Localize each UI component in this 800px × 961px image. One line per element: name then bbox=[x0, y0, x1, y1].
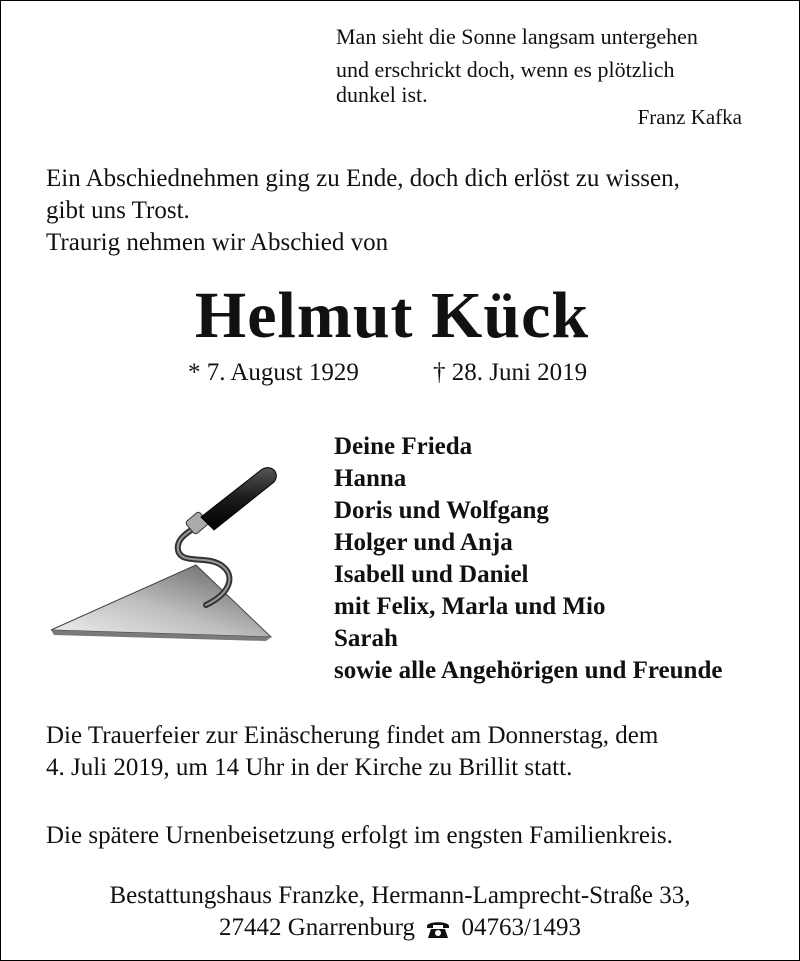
intro-line-2: gibt uns Trost. bbox=[46, 197, 190, 224]
service-line-1: Die Trauerfeier zur Einäscherung findet am Donnerstag, dem bbox=[46, 722, 659, 749]
family-list bbox=[334, 431, 722, 687]
service-line-2: 4. Juli 2019, um 14 Uhr in der Kirche zu Brillit statt. bbox=[46, 754, 573, 781]
intro-line-3: Traurig nehmen wir Abschied von bbox=[46, 229, 389, 256]
birth-date: * 7. August 1929 bbox=[188, 359, 359, 386]
deceased-name: Helmut Kück bbox=[194, 279, 590, 352]
quote-author: Franz Kafka bbox=[637, 105, 742, 129]
quote-line-3: dunkel ist. bbox=[336, 82, 428, 107]
family-line: Hanna bbox=[334, 465, 407, 492]
family-line: Sarah bbox=[334, 625, 398, 652]
family-line: sowie alle Angehörigen und Freunde bbox=[334, 657, 723, 684]
funeral-home-line-1: Bestattungshaus Franzke, Hermann-Lamprecht-Straße 33, bbox=[109, 882, 691, 909]
family-line: Isabell und Daniel bbox=[334, 561, 529, 588]
funeral-home-line-2 bbox=[0, 914, 800, 942]
burial-text: Die spätere Urnenbeisetzung erfolgt im engsten Familienkreis. bbox=[46, 822, 673, 849]
family-line: Doris und Wolfgang bbox=[334, 497, 549, 524]
trowel-icon bbox=[46, 455, 286, 655]
intro-line-1: Ein Abschiednehmen ging zu Ende, doch dich erlöst zu wissen, bbox=[46, 165, 680, 192]
quote-line-1: Man sieht die Sonne langsam untergehen bbox=[336, 24, 698, 49]
death-date: † 28. Juni 2019 bbox=[433, 359, 588, 386]
telephone-icon bbox=[425, 919, 451, 939]
family-line: mit Felix, Marla und Mio bbox=[334, 593, 606, 620]
family-line: Deine Frieda bbox=[334, 433, 473, 460]
family-line: Holger und Anja bbox=[334, 529, 513, 556]
funeral-home-phone: 04763/1493 bbox=[461, 914, 581, 941]
funeral-home-city: 27442 Gnarrenburg bbox=[219, 914, 416, 941]
quote-line-2: und erschrickt doch, wenn es plötzlich bbox=[336, 57, 675, 82]
